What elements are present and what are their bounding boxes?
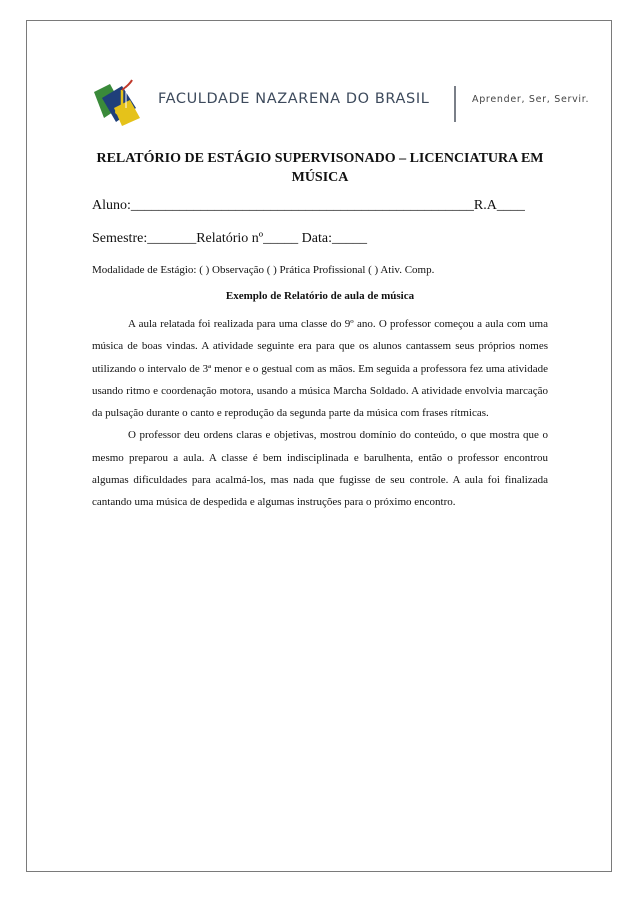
report-paragraph: O professor deu ordens claras e objetivas, mostrou domínio do conteúdo, o que mostra que o mesmo preparou a aula. A classe é bem indisciplinada e barulhenta, então o professor encontrou algumas dificuldades para acalmá-los, mas nada que fugisse de seu controle. A aula foi finalizada cantando uma música de despedida e algumas instruções para o próximo encontro. xyxy=(92,429,548,509)
institution-logo xyxy=(92,78,592,128)
institution-tagline: Aprender, Ser, Servir. xyxy=(472,94,590,105)
music-note-book-icon xyxy=(92,78,148,128)
logo-divider xyxy=(454,86,456,122)
example-heading: Exemplo de Relatório de aula de música xyxy=(225,290,415,302)
report-paragraph: A aula relatada foi realizada para uma classe do 9º ano. O professor começou a aula com uma música de boas vindas. A atividade seguinte era para que os alunos cantassem seus próprios nomes utilizando o intervalo de 3ª menor e o gestual com as mãos. Em seguida a professora fez uma atividade usando ritmo e coordenação motora, usando a música Marcha Soldado. A atividade envolvia marcação da pulsação durante o canto e reprodução da segunda parte da música com frases rítmicas. xyxy=(92,318,548,420)
semestre-field: Semestre:_______Relatório nº_____ Data:_____ xyxy=(92,231,367,246)
modalidade-options: Modalidade de Estágio: ( ) Observação ( ) Prática Profissional ( ) Ativ. Comp. xyxy=(92,264,435,276)
institution-name: FACULDADE NAZARENA DO BRASIL xyxy=(158,91,430,107)
report-body xyxy=(92,313,548,514)
document-title: RELATÓRIO DE ESTÁGIO SUPERVISONADO – LICENCIATURA EM MÚSICA xyxy=(96,151,544,185)
aluno-field: Aluno:_________________________________________________R.A____ xyxy=(92,198,525,213)
